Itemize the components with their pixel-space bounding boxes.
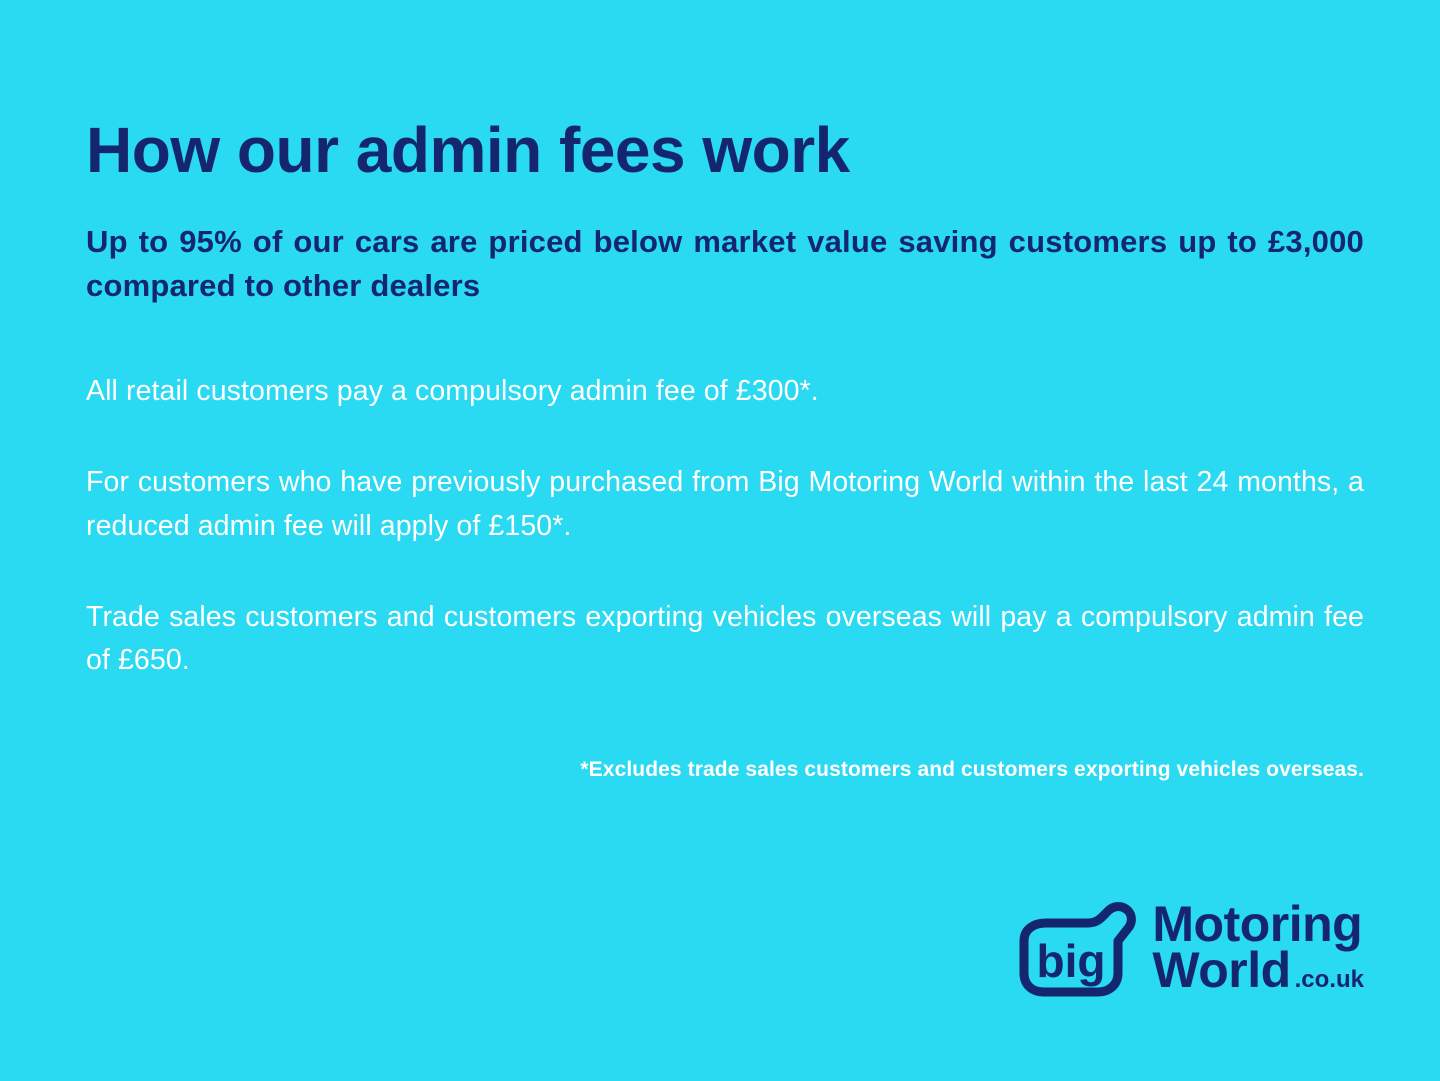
svg-text:big: big [1036,935,1106,987]
paragraph-trade-export-fee: Trade sales customers and customers exporting vehicles overseas will pay a compulsory admin fee of £650. [86,600,1364,677]
paragraph-returning-customer-fee: For customers who have previously purchased from Big Motoring World within the last 24 months, a reduced admin fee will apply of £150*. [86,466,1364,542]
big-car-logo-icon [1014,895,1142,999]
subheading: Up to 95% of our cars are priced below market value saving customers up to £3,000 compared to other dealers [86,224,1364,304]
brand-tld: .co.uk [1294,966,1364,993]
slide-content [86,0,1366,784]
brand-line-2-row [1152,942,1364,998]
brand-wordmark [1152,896,1364,998]
brand-line-2: World [1152,942,1291,998]
brand-logo [1014,895,1364,999]
page-title: How our admin fees work [86,114,850,186]
paragraph-retail-fee: All retail customers pay a compulsory admin fee of £300*. [86,375,819,408]
brand-line-1: Motoring [1152,896,1363,952]
footnote: *Excludes trade sales customers and customers exporting vehicles overseas. [580,757,1364,781]
